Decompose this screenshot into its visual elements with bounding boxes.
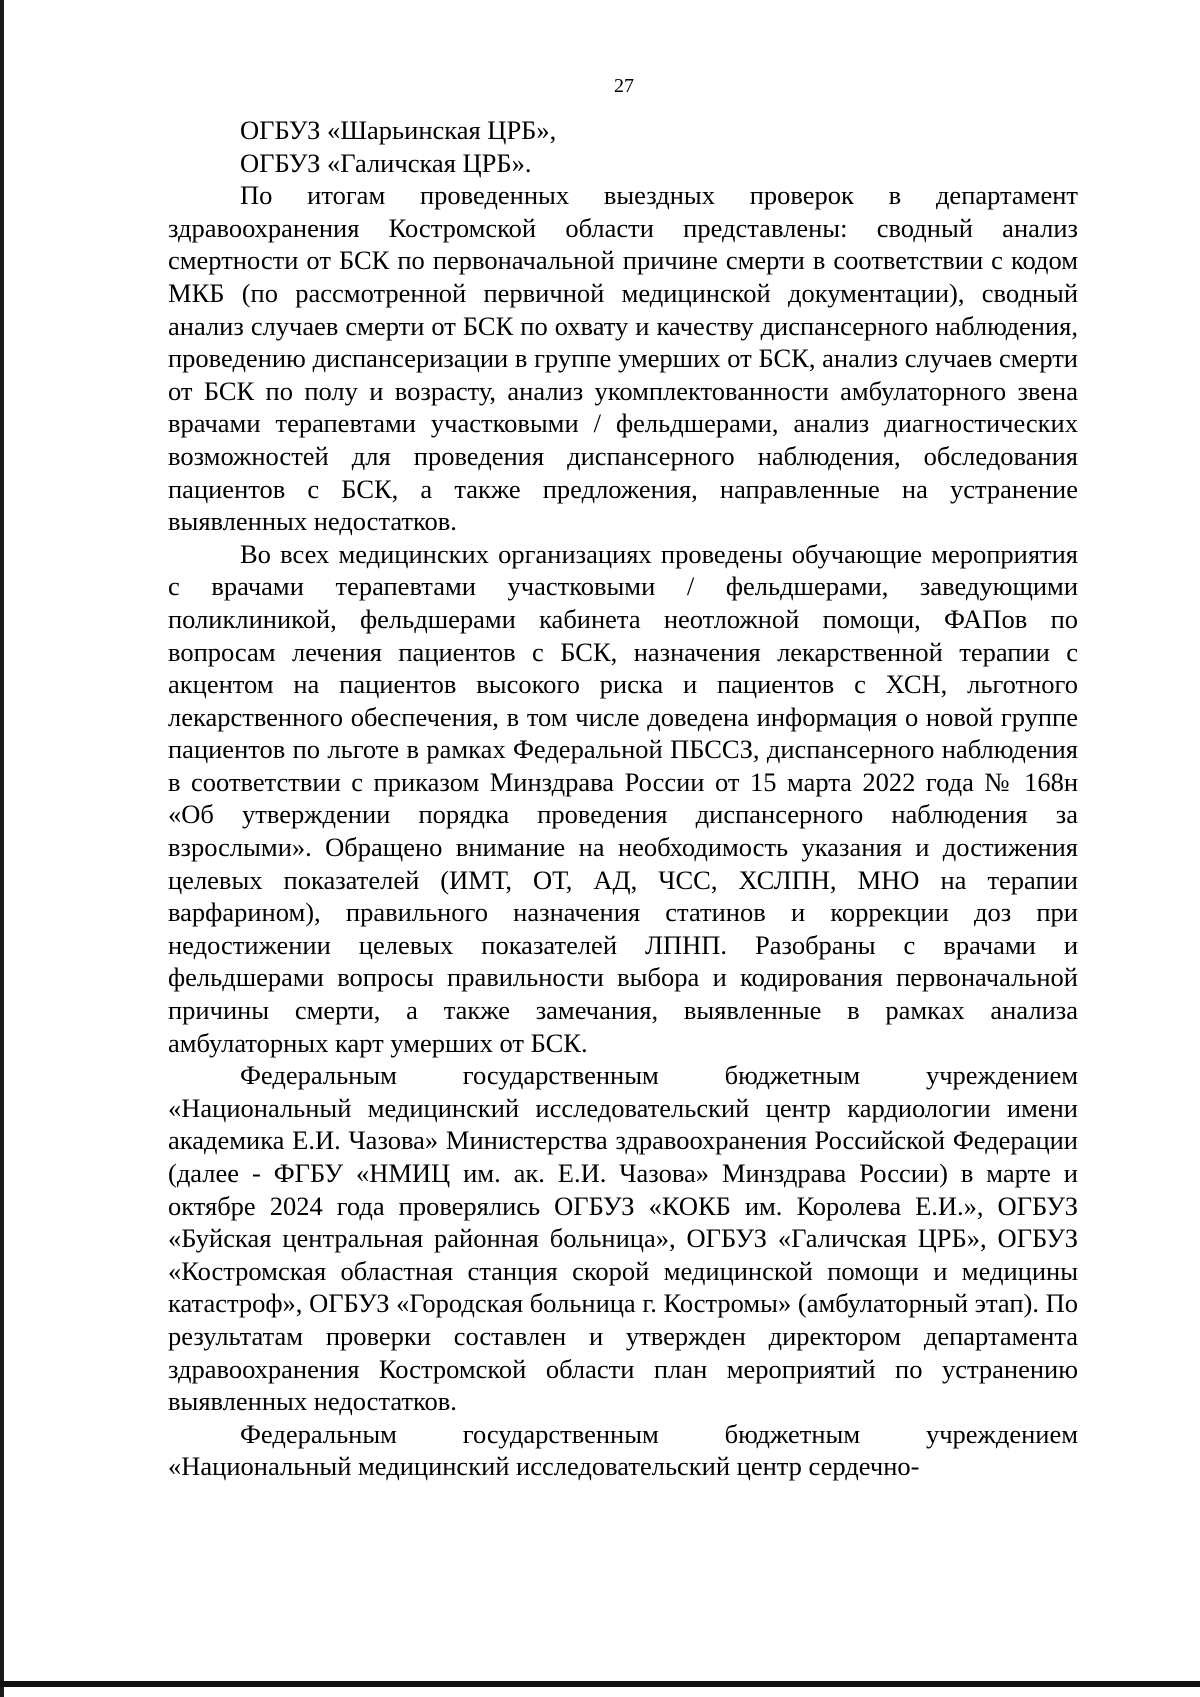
scan-bottom-edge <box>0 1681 1200 1687</box>
paragraph-org-galich: ОГБУЗ «Галичская ЦРБ». <box>240 147 532 178</box>
paragraph-training-events: Во всех медицинских организациях проведены обучающие мероприятия с врачами терапевтами участковыми / фельдшерами, заведующими поликлиникой, фельдшерами кабинета неотложной помощи, ФАПов по вопросам лечения пациентов с БСК, назначения лекарственной терапии с акцентом на пациентов высокого риска и пациентов с ХСН, льготного лекарственного обеспечения, в том числе доведена информация о новой группе пациентов по льготе в рамках Федеральной ПБССЗ, диспансерного наблюдения в соответствии с приказом Минздрава России от 15 марта 2022 года № 168н «Об утверждении порядка проведения диспансерного наблюдения за взрослыми». Обращено внимание на необходимость указания и достижения целевых показателей (ИМТ, ОТ, АД, ЧСС, ХСЛПН, МНО на терапии варфарином), правильного назначения статинов и коррекции доз при недостижении целевых показателей ЛПНП. Разобраны с врачами и фельдшерами вопросы правильности выбора и кодирования первоначальной причины смерти, а также замечания, выявленные в рамках анализа амбулаторных карт умерших от БСК. <box>168 538 1078 1058</box>
document-body <box>168 114 1078 1483</box>
paragraph-chazov-center: Федеральным государственным бюджетным учреждением «Национальный медицинский исследовательский центр кардиологии имени академика Е.И. Чазова» Министерства здравоохранения Российской Федерации (далее - ФГБУ «НМИЦ им. ак. Е.И. Чазова» Минздрава России) в марте и октябре 2024 года проверялись ОГБУЗ «КОКБ им. Королева Е.И.», ОГБУЗ «Буйская центральная районная больница», ОГБУЗ «Галичская ЦРБ», ОГБУЗ «Костромская областная станция скорой медицинской помощи и медицины катастроф», ОГБУЗ «Городская больница г. Костромы» (амбулаторный этап). По результатам проверки составлен и утвержден директором департамента здравоохранения Костромской области план мероприятий по устранению выявленных недостатков. <box>168 1060 1078 1417</box>
page-number: 27 <box>614 75 634 97</box>
paragraph-org-sharya: ОГБУЗ «Шарьинская ЦРБ», <box>240 115 557 145</box>
paragraph-cardiovascular-center: Федеральным государственным бюджетным учреждением «Национальный медицинский исследовательский центр сердечно- <box>168 1418 1078 1482</box>
scan-left-edge <box>0 0 4 1697</box>
paragraph-inspection-results: По итогам проведенных выездных проверок в департамент здравоохранения Костромской области представлены: сводный анализ смертности от БСК по первоначальной причине смерти в соответствии с кодом МКБ (по рассмотренной первичной медицинской документации), сводный анализ случаев смерти от БСК по охвату и качеству диспансерного наблюдения, проведению диспансеризации в группе умерших от БСК, анализ случаев смерти от БСК по полу и возрасту, анализ укомплектованности амбулаторного звена врачами терапевтами участковыми / фельдшерами, анализ диагностических возможностей для проведения диспансерного наблюдения, обследования пациентов с БСК, а также предложения, направленные на устранение выявленных недостатков. <box>168 180 1078 537</box>
